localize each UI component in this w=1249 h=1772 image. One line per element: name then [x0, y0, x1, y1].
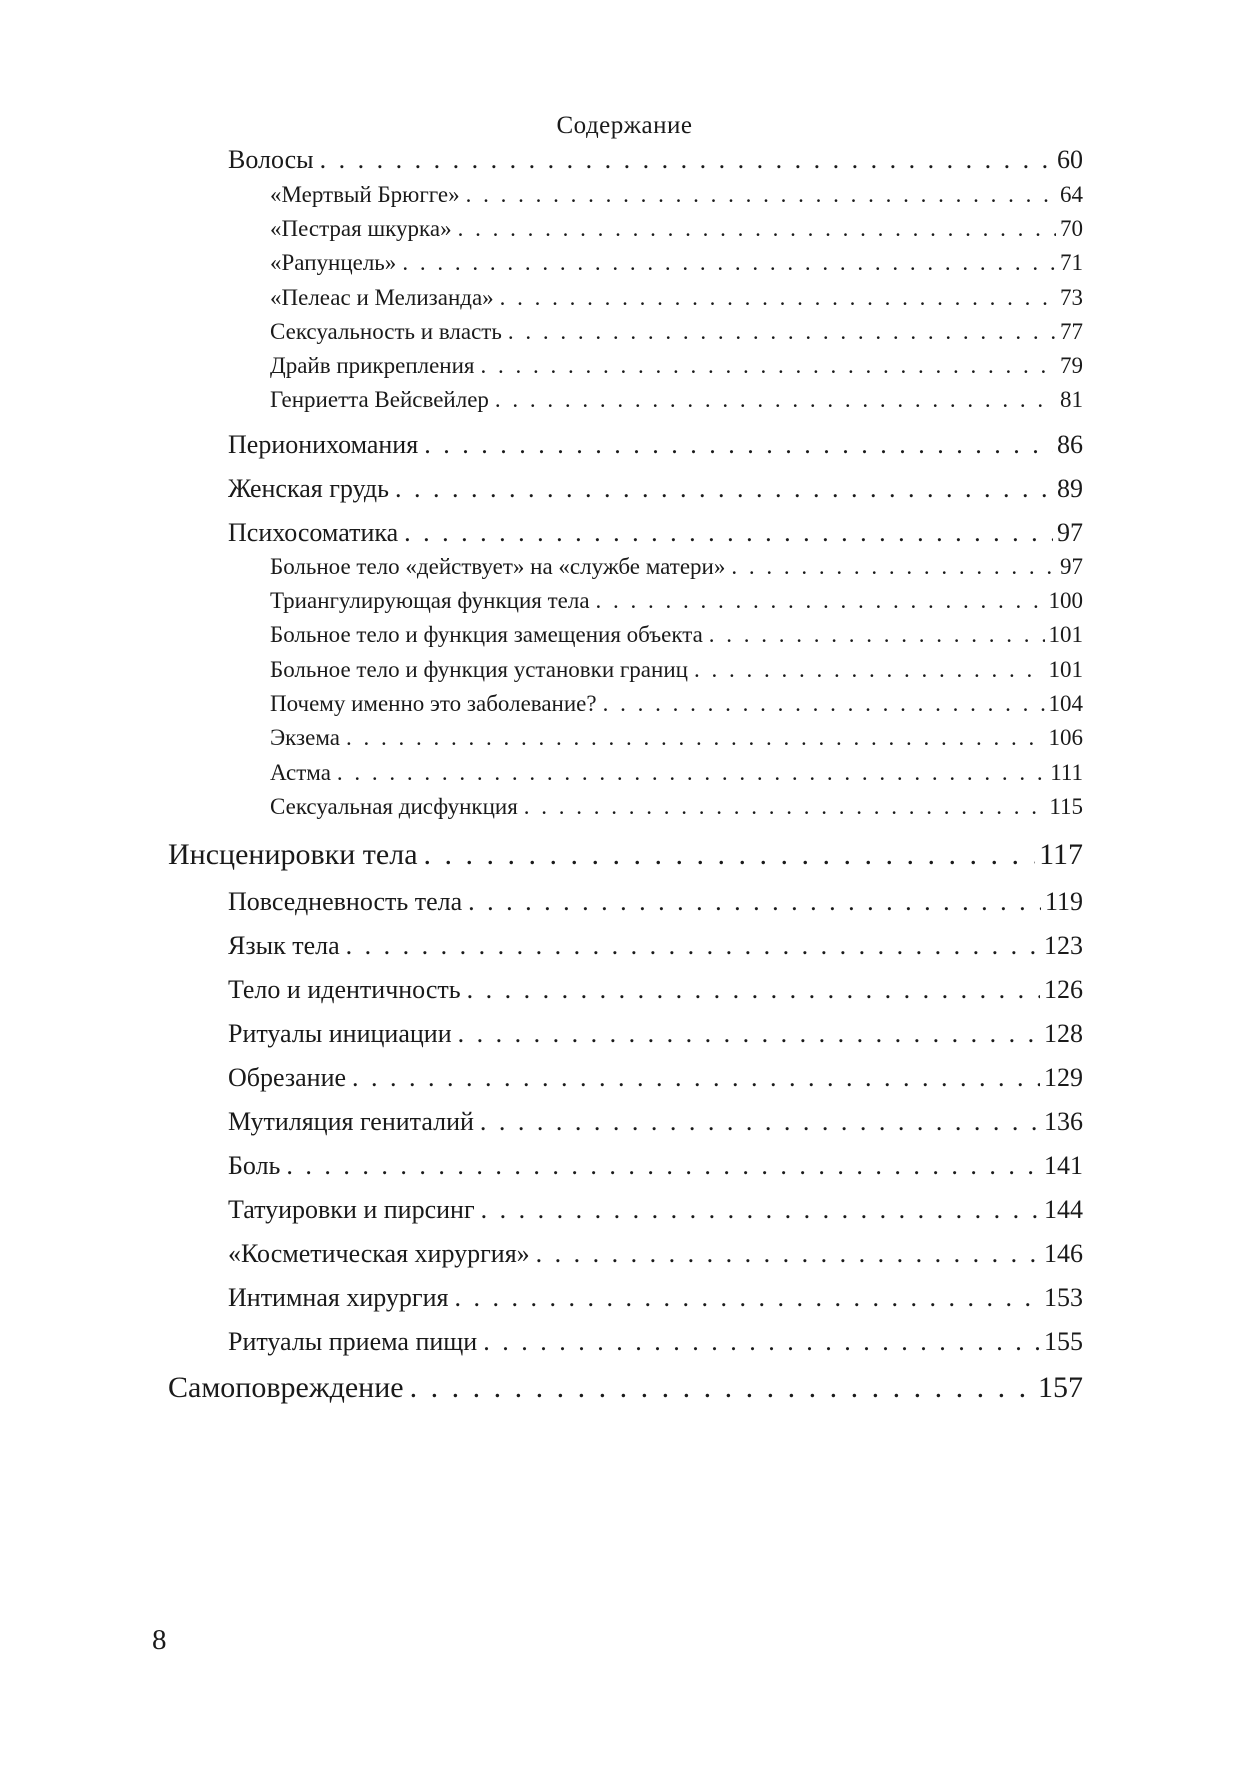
toc-entry[interactable] [270, 387, 1083, 413]
toc-entry[interactable] [228, 145, 1083, 175]
toc-entry-page: 153 [1044, 1283, 1083, 1312]
dot-leader [481, 1195, 1040, 1225]
toc-entry-title: Генриетта Вейсвейлер [270, 387, 489, 412]
toc-entry[interactable] [270, 250, 1083, 276]
toc-entry-page: 129 [1044, 1063, 1083, 1092]
dot-leader [480, 1107, 1040, 1137]
toc-entry-title: Мутиляция гениталий [228, 1107, 474, 1136]
toc-entry[interactable] [228, 474, 1083, 504]
toc-entry-page: 101 [1048, 657, 1083, 682]
toc-entry-page: 97 [1060, 554, 1083, 579]
toc-entry-title: Татуировки и пирсинг [228, 1195, 475, 1224]
toc-entry-title: Ритуалы инициации [228, 1019, 452, 1048]
toc-entry-title: «Рапунцель» [270, 250, 397, 275]
toc-entry-title: Интимная хирургия [228, 1283, 449, 1312]
toc-entry[interactable] [228, 931, 1083, 961]
dot-leader [424, 430, 1053, 460]
toc-entry-page: 157 [1038, 1371, 1083, 1404]
toc-entry[interactable] [270, 182, 1083, 208]
toc-entry-title: «Пестрая шкурка» [270, 216, 452, 241]
toc-entry[interactable] [228, 1195, 1083, 1225]
toc-entry-page: 81 [1060, 387, 1083, 412]
toc-entry-title: Почему именно это заболевание? [270, 691, 597, 716]
dot-leader [337, 760, 1046, 786]
toc-entry-page: 111 [1050, 760, 1083, 785]
toc-entry-title: Язык тела [228, 931, 340, 960]
toc-entry-title: Повседневность тела [228, 887, 463, 916]
dot-leader [536, 1239, 1040, 1269]
toc-entry-title: Психосоматика [228, 518, 399, 547]
toc-entry-title: Тело и идентичность [228, 975, 461, 1004]
toc-entry-title: Больное тело «действует» на «службе матери» [270, 554, 726, 579]
toc-entry-title: Волосы [228, 145, 314, 174]
toc-entry-title: Самоповреждение [168, 1371, 404, 1404]
toc-entry-title: Боль [228, 1151, 281, 1180]
dot-leader [466, 182, 1056, 208]
toc-entry-title: Обрезание [228, 1063, 347, 1092]
toc-entry[interactable] [168, 1371, 1083, 1405]
toc-entry-title: «Косметическая хирургия» [228, 1239, 530, 1268]
dot-leader [458, 1019, 1040, 1049]
toc-entry-page: 115 [1049, 794, 1083, 819]
toc-entry-title: «Пелеас и Мелизанда» [270, 285, 494, 310]
toc-entry[interactable] [228, 1107, 1083, 1137]
toc-entry-page: 64 [1060, 182, 1083, 207]
toc-entry-page: 155 [1044, 1327, 1083, 1356]
toc-entry[interactable] [228, 975, 1083, 1005]
dot-leader [468, 887, 1041, 917]
toc-entry-page: 144 [1044, 1195, 1083, 1224]
dot-leader [495, 387, 1056, 413]
toc-entry[interactable] [228, 518, 1083, 548]
page-number: 8 [152, 1624, 167, 1656]
toc-entry-page: 79 [1060, 353, 1083, 378]
toc-entry[interactable] [270, 285, 1083, 311]
toc-entry-title: «Мертвый Брюгге» [270, 182, 460, 207]
toc-entry-title: Астма [270, 760, 331, 785]
toc-entry-page: 136 [1044, 1107, 1083, 1136]
toc-entry-page: 123 [1044, 931, 1083, 960]
dot-leader [352, 1063, 1040, 1093]
toc-entry-page: 128 [1044, 1019, 1083, 1048]
toc-entry-page: 89 [1057, 474, 1083, 503]
dot-leader [346, 725, 1045, 751]
toc-entry-page: 100 [1048, 588, 1083, 613]
toc-entry-title: Сексуальность и власть [270, 319, 502, 344]
toc-entry-page: 86 [1057, 430, 1083, 459]
toc-entry-page: 73 [1060, 285, 1083, 310]
dot-leader [467, 975, 1040, 1005]
toc-entry-title: Больное тело и функция установки границ [270, 657, 688, 682]
toc-entry-page: 106 [1048, 725, 1083, 750]
dot-leader [500, 285, 1056, 311]
toc-entry-title: Женская грудь [228, 474, 389, 503]
toc-entry[interactable] [228, 887, 1083, 917]
toc-entry[interactable] [270, 657, 1083, 683]
dot-leader [603, 691, 1045, 717]
toc-entry-page: 117 [1039, 838, 1083, 871]
dot-leader [395, 474, 1053, 504]
running-head: Содержание [556, 112, 693, 139]
toc-entry-title: Триангулирующая функция тела [270, 588, 590, 613]
toc-entry[interactable] [228, 1151, 1083, 1181]
dot-leader [524, 794, 1046, 820]
toc-entry-page: 119 [1044, 887, 1083, 916]
dot-leader [731, 554, 1056, 580]
toc-entry-page: 146 [1044, 1239, 1083, 1268]
toc-entry-page: 60 [1057, 145, 1083, 174]
toc-entry-page: 126 [1044, 975, 1083, 1004]
toc-entry-page: 77 [1060, 319, 1083, 344]
toc-entry[interactable] [228, 1283, 1083, 1313]
toc-entry[interactable] [270, 554, 1083, 580]
dot-leader [481, 353, 1056, 379]
toc-entry-title: Ритуалы приема пищи [228, 1327, 478, 1356]
toc-entry-page: 104 [1048, 691, 1083, 716]
dot-leader [346, 931, 1040, 961]
toc-entry-page: 141 [1044, 1151, 1083, 1180]
dot-leader [694, 657, 1045, 683]
toc-entry-title: Драйв прикрепления [270, 353, 475, 378]
toc-entry-title: Перионихомания [228, 430, 419, 459]
toc-entry[interactable] [228, 1063, 1083, 1093]
toc-entry[interactable] [270, 622, 1083, 648]
toc-entry[interactable] [270, 353, 1083, 379]
dot-leader [424, 838, 1036, 872]
toc-entry[interactable] [270, 691, 1083, 717]
toc-entry-page: 70 [1060, 216, 1083, 241]
toc-entry[interactable] [228, 1239, 1083, 1269]
toc-entry-page: 71 [1060, 250, 1083, 275]
dot-leader [596, 588, 1045, 614]
dot-leader [454, 1283, 1040, 1313]
dot-leader [483, 1327, 1040, 1357]
toc-entry[interactable] [270, 760, 1083, 786]
toc-entry-title: Сексуальная дисфункция [270, 794, 518, 819]
toc-entry[interactable] [270, 794, 1083, 820]
dot-leader [709, 622, 1045, 648]
dot-leader [404, 518, 1053, 548]
toc-entry[interactable] [228, 430, 1083, 460]
toc-entry-page: 97 [1057, 518, 1083, 547]
toc-entry-title: Больное тело и функция замещения объекта [270, 622, 703, 647]
toc-entry[interactable] [228, 1327, 1083, 1357]
toc-entry[interactable] [270, 725, 1083, 751]
toc-entry[interactable] [168, 838, 1083, 872]
dot-leader [458, 216, 1056, 242]
dot-leader [320, 145, 1053, 175]
toc-entry[interactable] [270, 319, 1083, 345]
toc-entry-title: Инсценировки тела [168, 838, 418, 871]
toc-entry-page: 101 [1048, 622, 1083, 647]
dot-leader [508, 319, 1056, 345]
toc-entry[interactable] [270, 588, 1083, 614]
dot-leader [286, 1151, 1040, 1181]
toc-entry[interactable] [228, 1019, 1083, 1049]
dot-leader [402, 250, 1056, 276]
dot-leader [410, 1371, 1034, 1405]
toc-entry[interactable] [270, 216, 1083, 242]
toc-entry-title: Экзема [270, 725, 340, 750]
